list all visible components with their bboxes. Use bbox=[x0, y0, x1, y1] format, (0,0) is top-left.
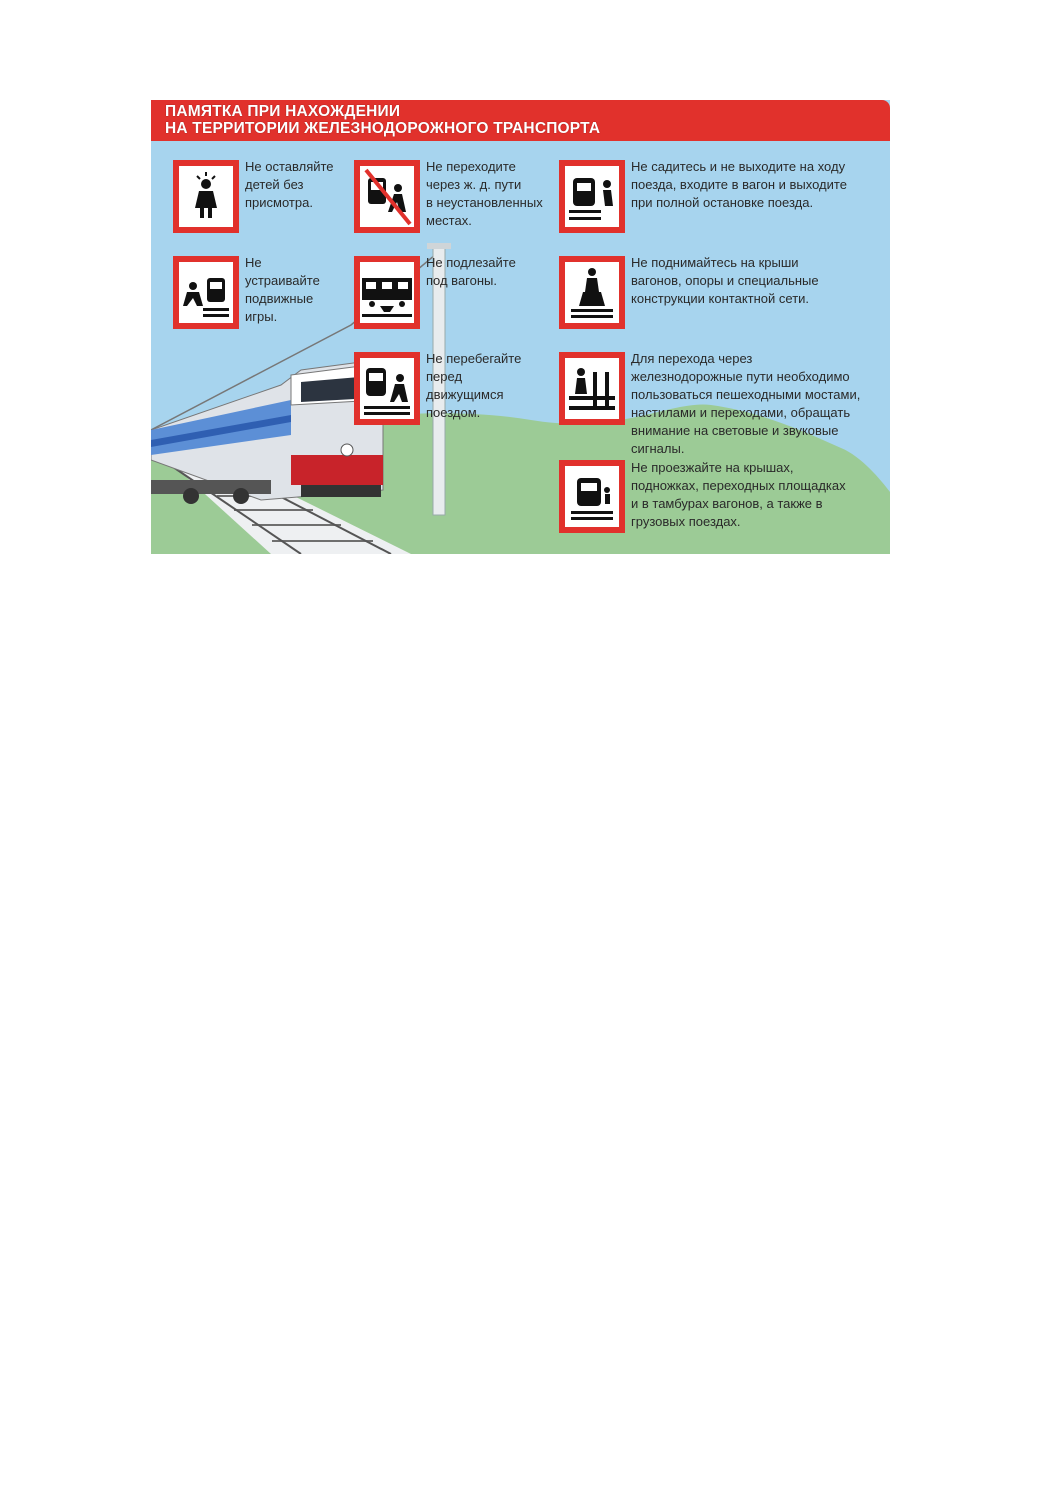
no-games-sign bbox=[173, 256, 239, 329]
rule-text-1: Не оставляйте детей без присмотра. bbox=[245, 159, 334, 210]
rule-text-4: Не устраивайте подвижные игры. bbox=[245, 255, 320, 324]
climb-roof-icon bbox=[565, 262, 619, 323]
rule-text-6: Не поднимайтесь на крыши вагонов, опоры и специальные конструкции контактной сети. bbox=[631, 255, 819, 306]
no-crossing-icon bbox=[360, 166, 414, 227]
poster-title-line-1: ПАМЯТКА ПРИ НАХОЖДЕНИИ bbox=[165, 103, 401, 120]
pedestrian-bridge-sign bbox=[559, 352, 625, 425]
child-unattended-icon bbox=[179, 166, 233, 227]
rule-text-3: Не садитесь и не выходите на ходу поезда, входите в вагон и выходите при полной остановке поезда. bbox=[631, 159, 847, 210]
under-wagons-icon bbox=[360, 262, 414, 323]
pedestrian-bridge-icon bbox=[565, 358, 619, 419]
run-before-train-icon bbox=[360, 358, 414, 419]
poster-title-line-2: НА ТЕРРИТОРИИ ЖЕЛЕЗНОДОРОЖНОГО ТРАНСПОРТА bbox=[165, 120, 601, 137]
train-moving-icon bbox=[565, 166, 619, 227]
child-unattended-sign bbox=[173, 160, 239, 233]
no-crossing-sign bbox=[354, 160, 420, 233]
rule-text-5: Не подлезайте под вагоны. bbox=[426, 255, 516, 288]
electric-train bbox=[151, 362, 383, 504]
rule-text-7: Не перебегайте перед движущимся поездом. bbox=[426, 351, 522, 420]
no-games-icon bbox=[179, 262, 233, 323]
train-moving-sign bbox=[559, 160, 625, 233]
poster-header bbox=[151, 100, 890, 141]
roof-riding-icon bbox=[565, 466, 619, 527]
rule-text-9: Не проезжайте на крышах, подножках, переходных площадках и в тамбурах вагонов, а также в грузовых поездах. bbox=[631, 460, 846, 529]
roof-riding-sign bbox=[559, 460, 625, 533]
rule-text-8: Для перехода через железнодорожные пути необходимо пользоваться пешеходными мостами, настилами и переходами, обращать внимание на световые и звуковые сигналы. bbox=[631, 351, 861, 456]
under-wagons-sign bbox=[354, 256, 420, 329]
safety-poster bbox=[151, 100, 890, 554]
run-before-train-sign bbox=[354, 352, 420, 425]
rule-text-2: Не переходите через ж. д. пути в неустановленных местах. bbox=[426, 159, 543, 228]
climb-roof-sign bbox=[559, 256, 625, 329]
